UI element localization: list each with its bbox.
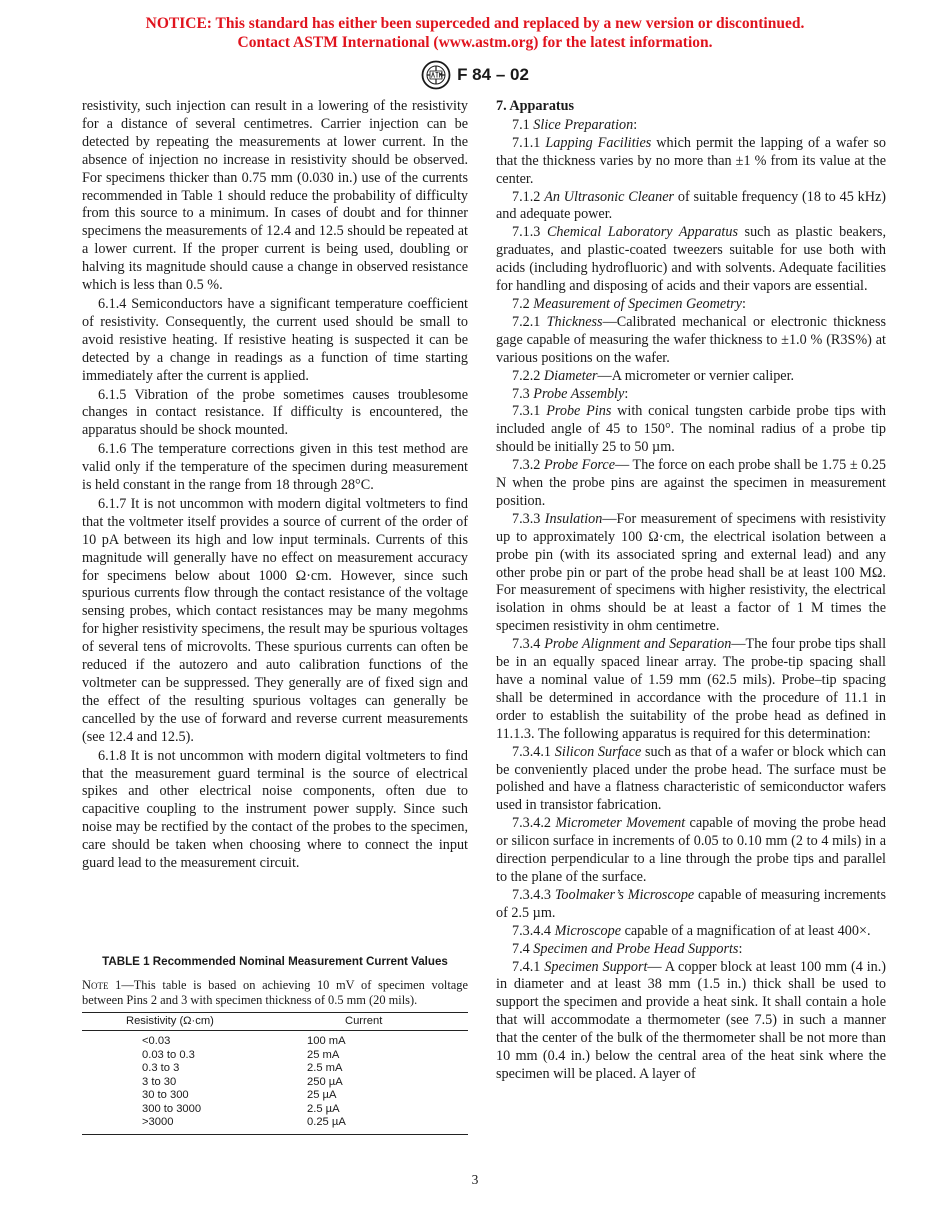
clause-7-1-1: 7.1.1 Lapping Facilities which permit the lapping of a wafer so that the thickness varies by no more than ±1 % from its value at the center. — [496, 134, 886, 187]
notice-line-2: Contact ASTM International (www.astm.org) for the latest information. — [237, 34, 713, 51]
table-1 — [82, 955, 468, 1135]
table-note — [82, 978, 468, 1008]
resistivity-cell: 300 to 3000 — [142, 1102, 202, 1115]
paragraph-6-1-7: 6.1.7 It is not uncommon with modern digital voltmeters to find that the voltmeter itself provides a source of current of the order of 10 pA between its high and low input terminals. Currents of this magnitude will generally have no effect on measurement accuracy for specimens below about 1000 Ω·cm. However, since such spurious currents flow through the contact resistance of the voltage sensing probes, which contact resistances may be many megohms for higher resistivity specimens, the result may be spurious voltages of several tens of microvolts. These spurious currents can often be reduced if the autozero and auto calibration functions of the voltmeter can be suppressed. They generally are of fixed sign and the effect of the resulting spurious voltages can generally be cancelled by the use of forward and reverse current measurements (see 12.4 and 12.5). — [82, 495, 468, 745]
table-row — [82, 1049, 468, 1063]
paragraph-6-1-4: 6.1.4 Semiconductors have a significant temperature coefficient of resistivity. Consequently, the current used should be small to avoid resistive heating. If resistive heating is suspected it can be detected by a change in readings as a function of time starting immediately after the current is applied. — [82, 295, 468, 384]
resistivity-cell: 0.3 to 3 — [142, 1062, 180, 1074]
table-title: TABLE 1 Recommended Nominal Measurement Current Values — [102, 955, 448, 968]
table-note-label: Note — [82, 978, 109, 992]
table-row — [82, 1062, 468, 1076]
clause-7-3-3: 7.3.3 Insulation—For measurement of specimens with resistivity up to approximately 100 Ω·cm, the electrical isolation between a probe pin (with its associated spring and external lead) and any other probe pin or part of the probe head shall be at least 100 MΩ. For measurement of specimens with higher resistivity, the electrical isolation in ohms should be at least a factor of 1 M times the specimen resistivity in ohm centimetre. — [496, 510, 886, 635]
resistivity-cell: 0.03 to 0.3 — [142, 1048, 195, 1061]
left-column — [82, 98, 468, 873]
supersede-notice — [0, 14, 950, 52]
notice-line-1: NOTICE: This standard has either been superceded and replaced by a new version or discontinued. — [145, 15, 805, 32]
clause-7-2: 7.2 Measurement of Specimen Geometry: — [512, 295, 746, 312]
resistivity-cell: 3 to 30 — [142, 1075, 177, 1088]
astm-logo — [421, 60, 451, 90]
clause-7-4-1: 7.4.1 Specimen Support— A copper block at least 100 mm (4 in.) in diameter and at least 38 mm (1.5 in.) thick shall be used to support the specimen and provide a heat sink. It shall contain a hole that will accommodate a thermometer (see 7.5) in such a manner that the center of the bulk of the thermometer shall be not more than 10 mm (0.4 in.) below the central area of the heat sink where the specimen will be placed. A layer of — [496, 958, 886, 1082]
clause-7-3-4-1: 7.3.4.1 Silicon Surface such as that of a wafer or block which can be conveniently placed under the probe head. The surface must be polished and have a flatness characteristic of semiconductor wafers used in transistor fabrication. — [496, 743, 887, 814]
resistivity-cell: >3000 — [82, 1116, 307, 1134]
table-row — [82, 1103, 468, 1117]
clause-7-4: 7.4 Specimen and Probe Head Supports: — [512, 940, 743, 957]
clause-7-1-2: 7.1.2 An Ultrasonic Cleaner of suitable frequency (18 to 45 kHz) and adequate power. — [496, 188, 886, 223]
clause-7-3-4-3: 7.3.4.3 Toolmaker’s Microscope capable of measuring increments of 2.5 µm. — [496, 886, 887, 921]
table-row — [82, 1089, 468, 1103]
clause-7-3-4-2: 7.3.4.2 Micrometer Movement capable of moving the probe head or silicon surface in increments of 0.05 to 0.10 mm (2 to 4 mils) in a direction perpendicular to a line through the probe tips and parallel to the plane of the surface. — [496, 815, 887, 885]
document-number: F 84 – 02 — [457, 65, 529, 84]
clause-7-1: 7.1 Slice Preparation: — [512, 116, 638, 133]
clause-7-1-3: 7.1.3 Chemical Laboratory Apparatus such as plastic beakers, graduates, and plastic-coated tweezers suitable for use both with acids (including hydrofluoric) and with solvents. Adequate facilities for handling and disposing of acids and their vapors are essential. — [496, 224, 886, 295]
section-title-apparatus: 7. Apparatus — [496, 98, 575, 114]
current-cell: 25 µA — [307, 1089, 337, 1101]
table-row — [82, 1031, 468, 1049]
clause-7-3-2: 7.3.2 Probe Force— The force on each probe shall be 1.75 ± 0.25 N when the probe pins are against the specimen in measurement position. — [496, 457, 887, 509]
current-values-table — [82, 1012, 468, 1135]
resistivity-cell: 30 to 300 — [142, 1089, 189, 1101]
column-header-current: Current — [307, 1013, 468, 1031]
clause-7-3-4: 7.3.4 Probe Alignment and Separation—The four probe tips shall be in an equally spaced linear array. The probe-tip spacing shall have a nominal value of 1.59 mm (62.5 mils). Probe–tip spacing shall be determined in accordance with the procedure of 11.1 in order to establish the suitability of the probe head as defined in 11.1.3. The following apparatus is required for this determination: — [496, 636, 887, 742]
current-cell: 250 µA — [307, 1075, 343, 1088]
paragraph-6-1-8: 6.1.8 It is not uncommon with modern digital voltmeters to find that the measurement guard terminal is the source of electrical spikes and other electrical noise components, often due to capacitive coupling to the instrument power supply. Since such noise may be rectified by the contact of the probes to the specimen, care should be taken when choosing where to connect the input guard lead to the measurement circuit. — [82, 747, 468, 872]
page-number: 3 — [471, 1172, 479, 1187]
paragraph-carrier-injection: resistivity, such injection can result in a lowering of the resistivity for a distance of several centimetres. Carrier injection can be detected by repeating the measurements at lower current. In the absence of injection no increase in resistivity should be observed. For specimens thicker than 0.75 mm (0.030 in.) use of the currents recommended in Table 1 should reduce the probability of difficulty from this source to a minimum. In cases of doubt and for thinner specimens the measurements of 12.4 and 12.5 should be repeated at a lower current. If the proper current is being used, doubling or halving its magnitude should cause a change in observed resistance which is less than 0.5 %. — [82, 98, 468, 294]
clause-7-3-1: 7.3.1 Probe Pins with conical tungsten carbide probe tips with included angle of 45 to 150°. The nominal radius of a probe tip should be initially 25 to 50 µm. — [496, 403, 886, 456]
right-column — [496, 98, 886, 1084]
table-row — [82, 1076, 468, 1090]
clause-7-2-2: 7.2.2 Diameter—A micrometer or vernier caliper. — [512, 367, 795, 384]
clause-7-2-1: 7.2.1 Thickness—Calibrated mechanical or electronic thickness gage capable of measuring the wafer thickness to ±1.0 % (R3S%) at various positions on the wafer. — [496, 313, 886, 366]
resistivity-cell: <0.03 — [142, 1035, 171, 1047]
current-cell: 0.25 µA — [307, 1116, 468, 1134]
clause-7-3-4-4: 7.3.4.4 Microscope capable of a magnification of at least 400×. — [512, 922, 871, 939]
document-header — [0, 60, 950, 90]
paragraph-6-1-5: 6.1.5 Vibration of the probe sometimes causes troublesome changes in contact resistance. If difficulty is encountered, the apparatus should be shock mounted. — [82, 386, 468, 439]
column-header-resistivity: Resistivity (Ω·cm) — [82, 1013, 307, 1031]
table-note-text: 1—This table is based on achieving 10 mV of specimen voltage between Pins 2 and 3 with specimen thickness of 0.5 mm (20 mils). — [82, 978, 468, 1007]
table-row — [82, 1116, 468, 1134]
clause-7-3: 7.3 Probe Assembly: — [512, 385, 629, 402]
current-cell: 2.5 µA — [307, 1102, 340, 1115]
paragraph-6-1-6: 6.1.6 The temperature corrections given in this test method are valid only if the temperature of the specimen during measurement is held constant in the range from 18 through 28°C. — [82, 441, 468, 494]
current-cell: 2.5 mA — [307, 1062, 343, 1074]
current-cell: 100 mA — [307, 1035, 346, 1047]
current-cell: 25 mA — [307, 1048, 340, 1061]
